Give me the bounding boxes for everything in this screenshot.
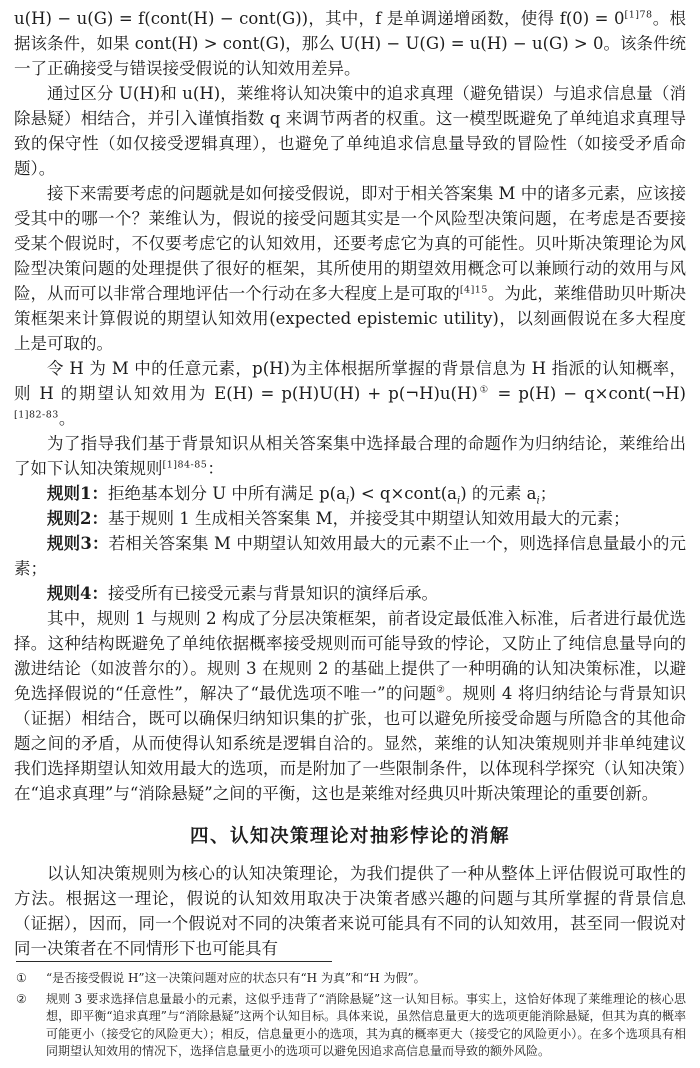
paragraph: [14, 181, 686, 356]
citation-superscript: [1]84-85: [162, 459, 208, 471]
rule-label: 规则1：: [47, 484, 108, 503]
text-run: u(H) − u(G) = f(cont(H) − cont(G))，其中，f 是单调递增函数，使得 f(0) = 0: [14, 9, 625, 28]
paragraph: [14, 606, 686, 806]
text-run: 。规则 4 将归纳结论与背景知识（证据）相结合，既可以确保归纳知识集的扩张，也可以避免所接受命题与所隐含的其他命题之间的矛盾，从而使得认知系统是逻辑自洽的。显然，莱维的认知决策规则并非单纯建议我们选择期望认知效用最大的选项，而是附加了一些限制条件，以体现科学探究（认知决策）在“追求真理”与“消除悬疑”之间的平衡，这也是莱维对经典贝叶斯决策理论的重要创新。: [14, 684, 686, 803]
footnote-text: 规则 3 要求选择信息量最小的元素，这似乎违背了“消除悬疑”这一认知目标。事实上，这恰好体现了莱维理论的核心思想，即平衡“追求真理”与“消除悬疑”这两个认知目标。具体来说，虽然信息量更大的选项更能消除悬疑，但其为真的概率可能更小（接受它的风险更大）；相反，信息量更小的选项，其为真的概率更大（接受它的风险更小）。在多个选项具有相同期望认知效用的情况下，选择信息量更小的选项可以避免因追求高信息量而导致的额外风险。: [46, 991, 686, 1058]
paragraph: [14, 81, 686, 181]
footnote-marker: ①: [16, 971, 27, 985]
text-run: 接受所有已接受元素与背景知识的演绎后承。: [107, 584, 438, 603]
rule-label: 规则3：: [47, 534, 109, 553]
paragraph: [14, 431, 686, 481]
text-run: 若相关答案集 M 中期望认知效用最大的元素不止一个，则选择信息量最小的元素；: [14, 534, 687, 578]
text-run: 。根据该条件，如果 cont(H) > cont(G)，那么 U(H) − U(G) = u(H) − u(G) > 0。该条件统一了正确接受与错误接受假说的认知效用差异。: [14, 9, 687, 78]
footnote-item: [14, 991, 686, 1061]
text-run: 其中，规则 1 与规则 2 构成了分层决策框架，前者设定最低准入标准，后者进行最优选择。这种结构既避免了单纯依据概率接受规则而可能导致的悖论，又防止了纯信息量导向的激进结论（如波普尔的）。规则 3 在规则 2 的基础上提供了一种明确的认知决策标准，以避免选择假说的“任意性”，解决了“最优选项不唯一”的问题: [14, 609, 686, 703]
text-run: 令 H 为 M 中的任意元素，p(H)为主体根据所掌握的背景信息为 H 指派的认知概率，则 H 的期望认知效用为 E(H) = p(H)U(H) + p(¬H)u(H): [14, 359, 686, 403]
citation-superscript: ①: [477, 384, 491, 396]
citation-superscript: [1]78: [624, 9, 653, 21]
citation-superscript: ②: [436, 684, 446, 696]
footnote-text: “是否接受假说 H”这一决策问题对应的状态只有“H 为真”和“H 为假”。: [46, 971, 426, 985]
section-heading: 四、认知决策理论对抽彩悖论的消解: [189, 826, 510, 847]
math-subscript: i: [345, 495, 350, 507]
text-run: 。: [58, 409, 76, 428]
text-run: 拒绝基本划分 U 中所有满足 p(a: [107, 484, 346, 503]
text-run: 为了指导我们基于背景知识从相关答案集中选择最合理的命题作为归纳结论，莱维给出了如下认知决策规则: [14, 434, 686, 478]
rule-item: [14, 506, 686, 531]
citation-superscript: [1]82-83: [14, 409, 59, 421]
footnotes-list: [14, 970, 686, 1061]
footnote-separator: [16, 961, 332, 962]
text-run: ) 的元素 a: [460, 484, 537, 503]
text-run: 。为此，莱维借助贝叶斯决策框架来计算假说的期望认知效用(expected epistemic utility)，以刻画假说在多大程度上是可取的。: [14, 284, 687, 353]
rule-item: [14, 531, 686, 581]
rule-item: [14, 581, 686, 606]
footnote-item: [14, 970, 686, 988]
text-run: 以认知决策规则为核心的认知决策理论，为我们提供了一种从整体上评估假说可取性的方法。根据这一理论，假说的认知效用取决于决策者感兴趣的问题与其所掌握的背景信息（证据），因而，同一个假说对不同的决策者来说可能具有不同的认知效用，甚至同一假说对同一决策者在不同情形下也可能具有: [14, 864, 686, 958]
text-run: 接下来需要考虑的问题就是如何接受假说，即对于相关答案集 M 中的诸多元素，应该接受其中的哪一个？莱维认为，假说的接受问题其实是一个风险型决策问题，在考虑是否要接受某个假说时，不仅要考虑它的认知效用，还要考虑它为真的可能性。贝叶斯决策理论为风险型决策问题的处理提供了很好的框架，其所使用的期望效用概念可以兼顾行动的效用与风险，从而可以非常合理地评估一个行动在多大程度上是可取的: [14, 184, 686, 303]
text-run: ) < q×cont(a: [349, 484, 458, 503]
text-run: 通过区分 U(H)和 u(H)，莱维将认知决策中的追求真理（避免错误）与追求信息量（消除悬疑）相结合，并引入谨慎指数 q 来调节两者的权重。这一模型既避免了单纯追求真理导致的保守性（如仅接受逻辑真理），也避免了单纯追求信息量导致的冒险性（如接受矛盾命题）。: [14, 84, 686, 178]
footnote-marker: ②: [16, 991, 27, 1006]
text-run: = p(H) − q×cont(¬H): [490, 384, 686, 403]
paragraph: [14, 6, 686, 81]
text-run: ：: [207, 459, 224, 478]
math-subscript: i: [536, 495, 540, 507]
text-run: 基于规则 1 生成相关答案集 M，并接受其中期望认知效用最大的元素；: [107, 509, 630, 528]
paragraph: [14, 356, 686, 431]
math-subscript: i: [457, 495, 461, 507]
text-run: ；: [539, 484, 557, 503]
body-text: [14, 6, 686, 961]
rule-label: 规则2：: [47, 509, 108, 528]
paragraph: [14, 861, 686, 961]
rule-label: 规则4：: [47, 584, 108, 603]
rule-item: [14, 481, 686, 506]
citation-superscript: [4]15: [459, 284, 488, 296]
footnotes-section: [14, 961, 686, 1068]
